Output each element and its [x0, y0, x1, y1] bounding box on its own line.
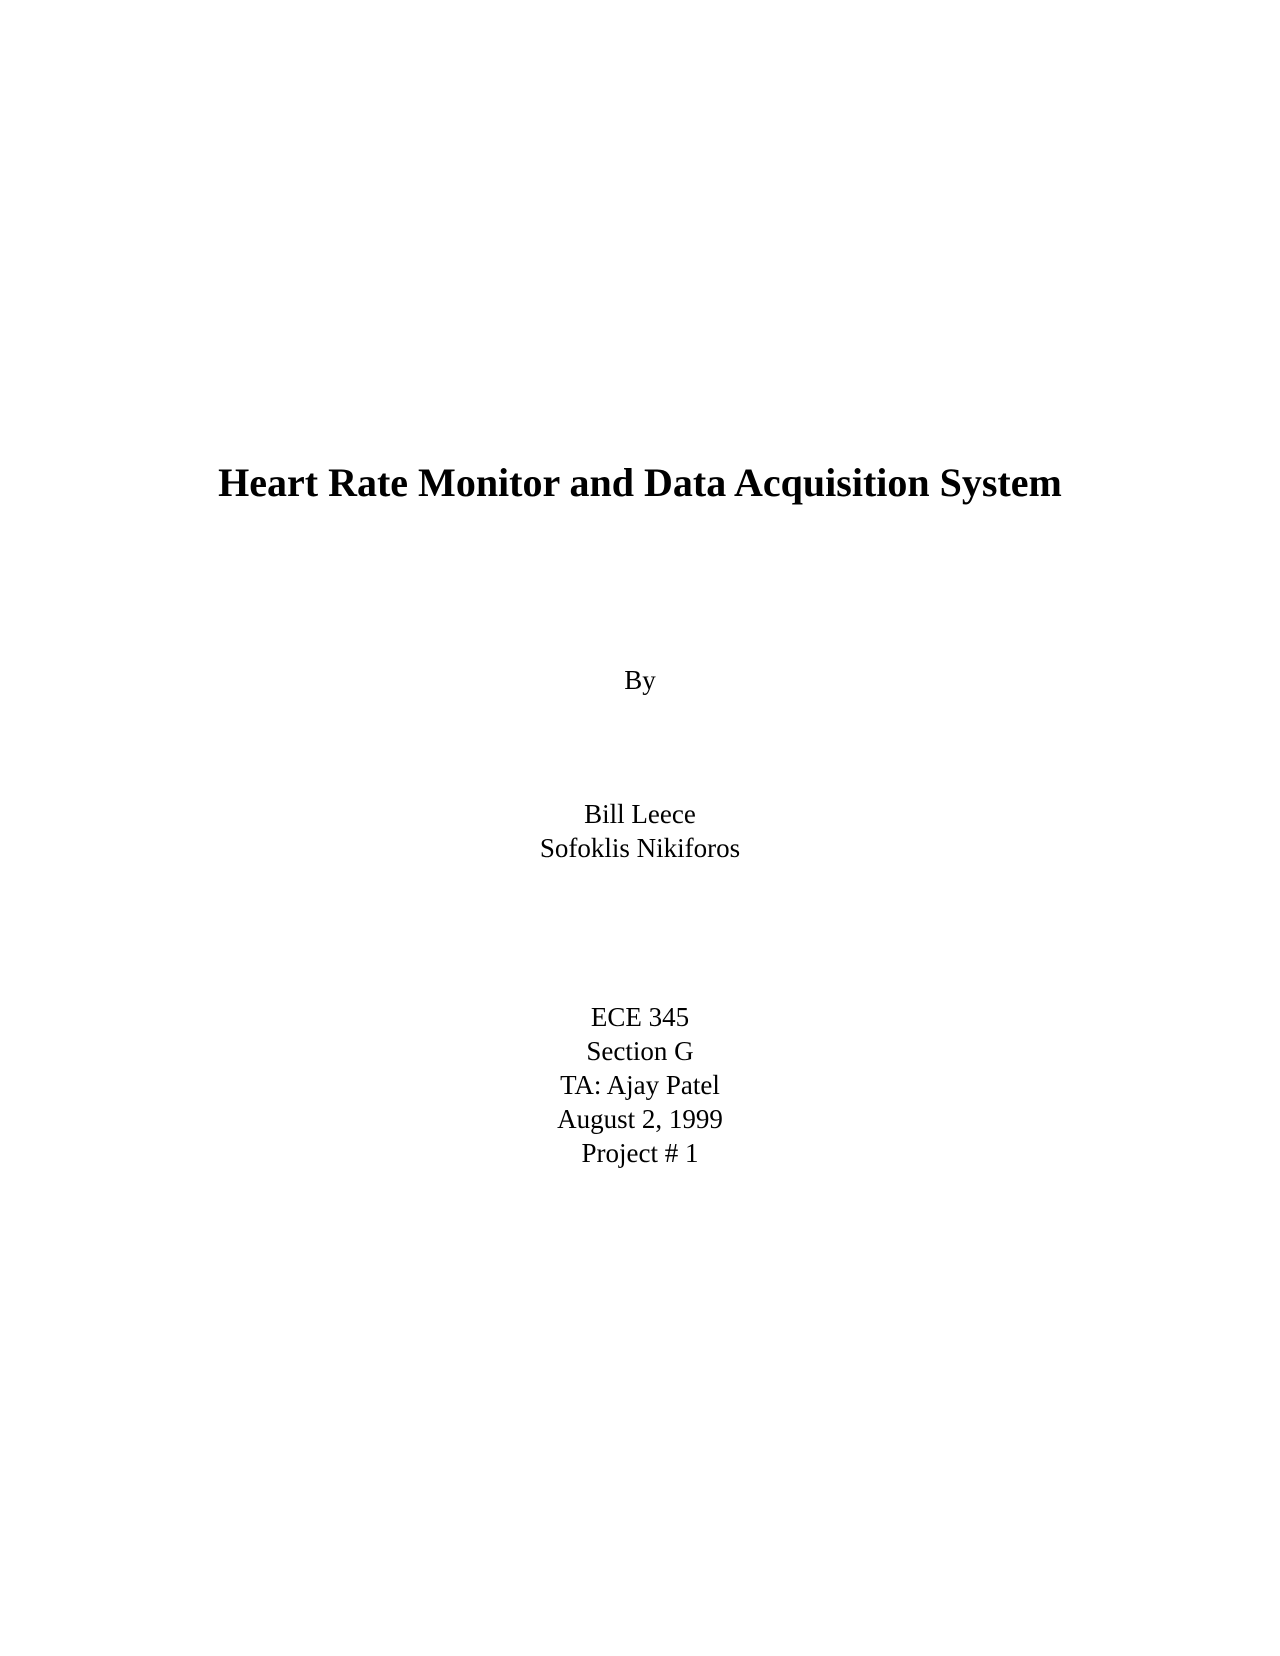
course-info-block	[0, 1000, 1280, 1170]
document-title: Heart Rate Monitor and Data Acquisition System	[218, 460, 1062, 505]
course-section: Section G	[586, 1036, 694, 1066]
project-number: Project # 1	[581, 1138, 699, 1168]
teaching-assistant: TA: Ajay Patel	[560, 1070, 720, 1100]
author-list	[0, 797, 1280, 865]
course-code: ECE 345	[590, 1002, 690, 1032]
by-label: By	[624, 665, 656, 695]
author-name: Bill Leece	[584, 799, 696, 829]
author-name: Sofoklis Nikiforos	[539, 833, 741, 863]
submission-date: August 2, 1999	[557, 1104, 723, 1134]
